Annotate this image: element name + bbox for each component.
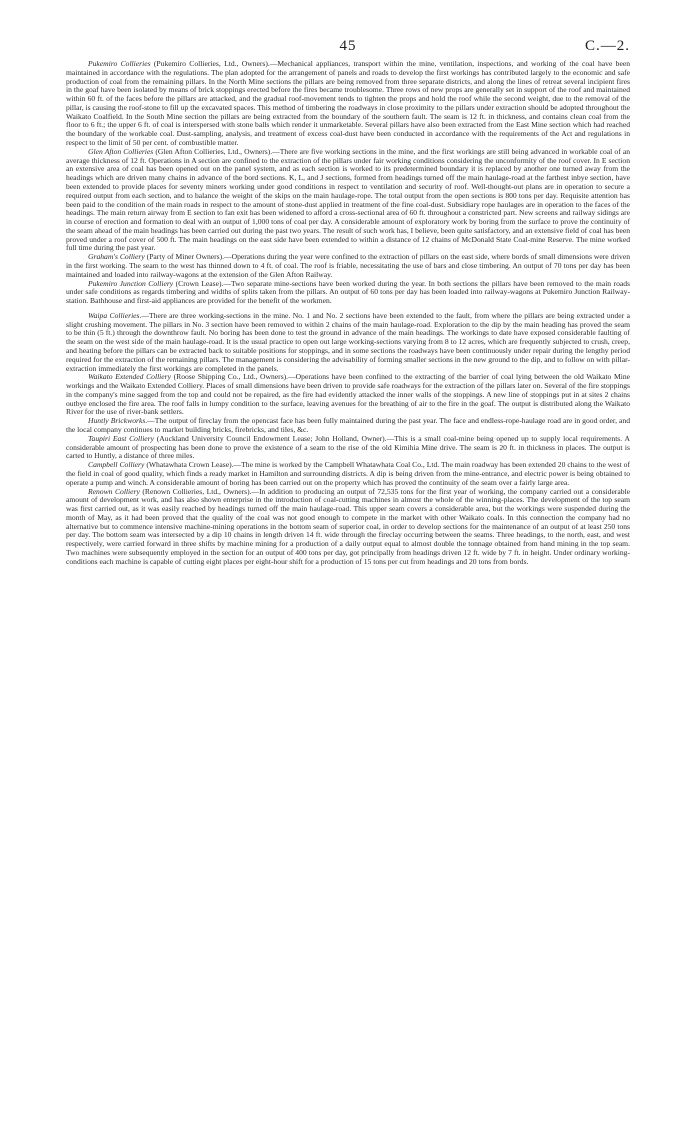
paragraph-heading: Renown Colliery — [88, 486, 140, 496]
paragraph-heading: Glen Afton Collieries — [88, 146, 154, 156]
paragraph-text: (Whatawhata Crown Lease).—The mine is worked by the Campbell Whatawhata Coal Co., Ltd. The main roadway has been extended 20 chains to the west of the field in coal of good quality, which finds a ready market in Hamilton and surrounding districts. A dip is being driven from the mine-entrance, and electric power is being obtained to operate a pump and winch. A considerable amount of boring has been carried out on the property which has proved the continuity of the seam over a fairly large area. — [66, 460, 630, 487]
paragraph-heading: Waikato Extended Colliery — [88, 372, 171, 382]
paragraph-text: .—The output of fireclay from the opencast face has been fully maintained during the past year. The face and endless-rope-haulage road are in good order, and the local company continues to market building bricks, firebricks, and tiles, &c. — [66, 416, 630, 435]
paragraph-pukemiro-junction-colliery — [66, 280, 630, 306]
paragraph-text: (Renown Collieries, Ltd., Owners).—In addition to producing an output of 72,535 tons for the first year of working, the company carried out a considerable amount of development work, and has also shown enterprise in the introduction of coal-cutting machines in almost the whole of the winning-places. The development of the top seam was first carried out, as it was easily reached by headings turned off the main haulage-road. This upper seam covers a considerable area, but the workings were suspended during the month of May, as it had been proved that the quality of the coal was not good enough to compete in the market with other Waikato coals. In this connection the company had no alternative but to commence intensive machine-mining operations in the bottom seam of superior coal, in order to develop sections for the maintenance of an output of at least 250 tons per day. The bottom seam was intersected by a dip 10 chains in length driven 14 ft. wide through the fireclay occurring between the seams. Three headings, to the north, east, and west respectively, were carried forward in three shifts by machine mining for a production of a daily output equal to almost double the tonnage obtained from hand mining in the top seam. Two machines were subsequently employed in the section for an output of 400 tons per day, got principally from headings driven 12 ft. wide by 7 ft. in height. Under ordinary working-conditions each machine is capable of cutting eight places per eight-hour shift for a production of 15 tons per cut from headings and 20 tons from bords. — [66, 486, 630, 566]
paragraph-heading: Pukemiro Junction Colliery — [88, 278, 174, 288]
paragraph-heading: Huntly Brickworks — [88, 416, 146, 426]
paragraph-waipa-collieries — [66, 312, 630, 373]
page-number: 45 — [339, 38, 357, 54]
page-header — [66, 0, 630, 60]
paragraph-text: .—There are three working-sections in the mine. No. 1 and No. 2 sections have been extended to the fault, from where the pillars are being extracted under a slight crushing movement. The pillars in No. 3 section have been removed to within 2 chains of the main haulage-road. Exploration to the dip by the main heading has proved the seam to be thin (5 ft.) through the downthrow fault. No boring has been done to test the ground in advance of the main headings. The workings to date have exposed considerable faulting of the seam on the west side of the main haulage-road. It is the usual practice to open out large working-sections varying from 8 to 12 acres, which are frequently subjected to crush, creep, and heating before the pillars can be extracted back to suitable positions for stoppings, and in some sections the roadways have been continuously under repair during the lengthy period required for the extraction of the remaining pillars. The management is considering the advisability of forming smaller sections in the new ground to the dip, and to follow on with pillar-extraction immediately the first workings are completed in the panels. — [66, 310, 630, 373]
paragraph-waikato-extended-colliery — [66, 373, 630, 417]
paragraph-heading: Waipa Collieries — [88, 310, 140, 320]
paragraph-heading: Taupiri East Colliery — [88, 433, 155, 443]
paragraph-renown-colliery — [66, 488, 630, 567]
paragraph-taupiri-east-colliery — [66, 435, 630, 461]
report-body — [66, 60, 630, 567]
paragraph-text: (Glen Afton Collieries, Ltd., Owners).—There are five working sections in the mine, and the first workings are still being advanced in workable coal of an average thickness of 12 ft. Operations in A section are confined to the extraction of the pillars under fair working conditions considering the unconformity of the roof cover. In E section an extensive area of coal has been opened out on the panel system, and as each section is worked to its predetermined boundary it is replaced by another one turned away from the headings which are driven many chains in advance of the bord sections. K, L, and J sections, formed from headings turned off the main haulage-road at the farthest inbye section, have been extended to provide places for seventy miners working under good conditions in respect to ventilation and security of roof. Well-thought-out plans are in operation to secure a required output from each section, and to balance the weight of the skips on the main haulage-rope. The total output from the open sections is 800 tons per day. Requisite attention has been paid to the condition of the main roads in respect to the amount of stone-dust applied in treatment of the fine coal-dust. Subsidiary rope haulages are in operation to the faces of the headings. The main return airway from E section to fan exit has been widened to afford a cross-sectional area of 60 ft. throughout a constricted part. New screens and railway sidings are in course of erection and formation to deal with an output of 1,000 tons of coal per day. A considerable amount of exploratory work by boring from the surface to prove the continuity of the seam ahead of the main headings has been carried out during the past two years. The result of such work has, I believe, been quite satisfactory, and an extensive field of coal has been proved under a roof cover of 500 ft. The main headings on the east side have been extended to within a distance of 12 chains of McDonald State Coal-mine Reserve. The mine worked full time during the past year. — [66, 146, 630, 253]
paragraph-text: (Roose Shipping Co., Ltd., Owners).—Operations have been confined to the extracting of the barrier of coal lying between the old Waikato Mine workings and the Waikato Extended Colliery. Places of small dimensions have been driven to provide safe roadways for the extraction of the pillars later on. Several of the fire stoppings in the company's mine sagged from the top and could not be repaired, as the fire had evidently attacked the inner walls of the stoppings. A new line of stoppings put in at sites 2 chains outbye enclosed the fire area. The roof falls in lumpy condition to the surface, leaving avenues for the breathing of air to the fire in the goaf. The output is distributed along the Waikato River for the use of river-bank settlers. — [66, 372, 631, 417]
paragraph-heading: Campbell Colliery — [88, 460, 145, 470]
paragraph-text: (Crown Lease).—Two separate mine-sections have been worked during the year. In both sections the pillars have been removed to the main roads under safe conditions as regards timbering and widths of splits taken from the pillars. An output of 60 tons per day has been loaded into railway-wagons at Pukemiro Junction Railway-station. Bathhouse and first-aid appliances are provided for the benefit of the workmen. — [66, 278, 630, 306]
document-reference: C.—2. — [584, 38, 630, 54]
paragraph-text: (Party of Miner Owners).—Operations during the year were confined to the extraction of pillars on the east side, where bords of small dimensions were driven in the first working. The seam to the west has thinned down to 4 ft. of coal. The roof is friable, necessitating the use of bars and close timbering. An output of 70 tons per day has been maintained and loaded into railway-wagons at the extension of the Glen Afton Railway. — [66, 252, 630, 279]
paragraph-text: (Pukemiro Collieries, Ltd., Owners).—Mechanical appliances, transport within the mine, ventilation, inspections, and working of the coal have been maintained in accordance with the regulations. The plan adopted for the arrangement of panels and roads to develop the first workings has contributed largely to the economic and safe production of coal from the remaining pillars. In the North Mine sections the pillars are being removed from three separate districts, and along the lines of retreat several incipient fires in the goaf have been isolated by means of brick stoppings erected before the fires became troublesome. Three rows of new props are generally set in support of the roof and maintained within 60 ft. of the faces before the pillars are attacked, and the gradual roof-movement tends to tighten the props and hold the roof while the second weight, due to the removal of the pillar, is causing the roof-stone to fill up the excavated spaces. This method of timbering the roadways in close proximity to the pillars under extraction should be adopted throughout the Waikato Coalfield. In the South Mine section the pillars are being extracted from the boundary of the southern fault. The seam is 12 ft. in thickness, and contains clean coal from the floor to 6 ft.; the upper 6 ft. of coal is interspersed with stone balls which render it unmarketable. Several pillars have also been extracted from the East Mine section which had reached the boundary of the workable coal. Dust-sampling, analysis, and treatment of excess coal-dust have been conducted in accordance with the requirements of the Act and regulations in respect to the limit of 50 per cent. of combustible matter. — [66, 59, 630, 148]
paragraph-heading: Graham's Colliery — [88, 252, 145, 262]
paragraph-heading: Pukemiro Collieries — [88, 59, 151, 68]
paragraph-pukemiro-collieries — [66, 60, 630, 148]
paragraph-huntly-brickworks — [66, 417, 630, 435]
paragraph-glen-afton-collieries — [66, 148, 630, 253]
paragraph-campbell-colliery — [66, 461, 630, 487]
paragraph-grahams-colliery — [66, 253, 630, 279]
paragraph-text: (Auckland University Council Endowment Lease; John Holland, Owner).—This is a small coal-mine being opened up to supply local requirements. A considerable amount of prospecting has been done to prove the existence of a seam to the rise of the old Kimihia Mine drive. The seam is 20 ft. in thickness in places. The output is carted to Huntly, a distance of three miles. — [66, 433, 630, 461]
